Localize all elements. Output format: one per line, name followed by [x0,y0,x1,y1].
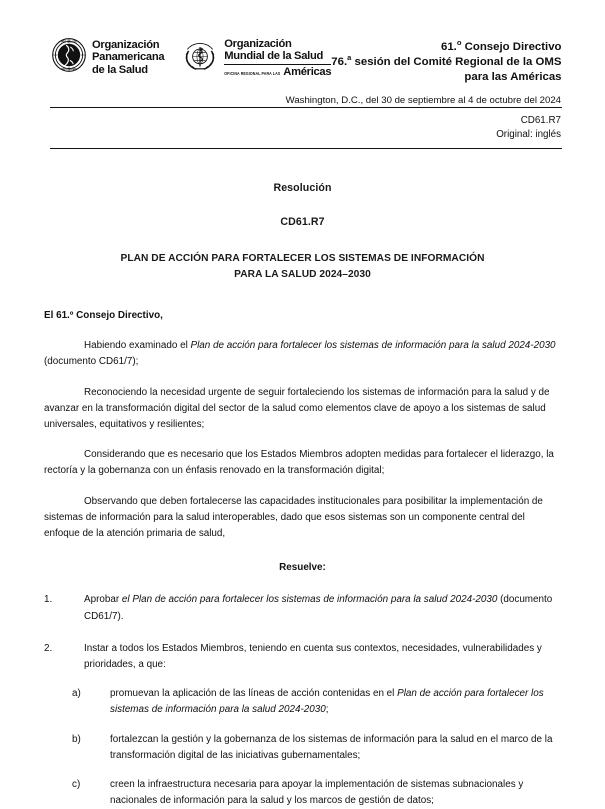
page-title-line2: PARA LA SALUD 2024–2030 [234,268,371,280]
lettered-item-a-lead: promuevan la aplicación de las líneas de acción contenidas en el [110,688,398,700]
paho-globe-icon [52,38,86,77]
document-original-language: Original: inglés [496,129,561,140]
document-masthead [0,0,605,85]
svg-text:PRO SALUTE: PRO SALUTE [60,40,78,44]
resolution-title-block [0,182,605,282]
lettered-item-a-tail: ; [325,704,329,716]
document-reference-block [0,108,605,148]
resolves-heading: Resuelve: [279,562,326,574]
meeting-title-line3: para las Américas [464,71,562,83]
ordinal-sup-fem: a [347,53,352,63]
paho-logo-line1: Organización [92,38,160,51]
lettered-item-b [44,719,561,764]
meeting-title-line1: 61.$^o$ Consejo Directivo [441,38,562,53]
lettered-item-a [44,673,561,718]
lettered-item-b-letter: b) [72,733,81,745]
who-logo [182,38,331,80]
meeting-title-line2: 76.$^a$ sesión del Comité Regional de la OMS [331,53,562,68]
page-title [0,251,605,282]
svg-text:NOVI MUNDI: NOVI MUNDI [61,68,77,72]
ordinal-sup-masc: o [456,38,462,48]
who-logo-line1: Organización [224,38,292,50]
lettered-item-b-text: fortalezcan la gestión y la gobernanza de los sistemas de información para la salud en el marco de la transformación digital de las iniciativas gubernamentales; [110,733,553,761]
paho-logo-line2: Panamericana [92,51,165,64]
preamble-1-lead: Habiendo examinado el [84,340,191,352]
salutation: El 61.º Consejo Directivo, [44,310,163,321]
numbered-item-1-italic: el Plan de acción para fortalecer los sistemas de información para la salud 2024-2030 [121,594,498,606]
preamble-paragraph-4 [44,480,561,543]
preamble-paragraph-3 [44,433,561,479]
numbered-item-1 [44,576,561,624]
who-logo-text [224,38,331,80]
header-divider-bottom [50,148,562,149]
lettered-item-a-text [110,686,561,718]
numbered-item-1-number: 1. [44,594,53,606]
preamble-2-lead: Reconociendo la necesidad urgente de seguir fortaleciendo los sistemas de información para la salud y de avanzar en la transformación digital del sector de la salud como elementos clave de apoyo a los sistemas de salud universales, equitativos y resilientes; [44,386,550,431]
preamble-1-italic: Plan de acción para fortalecer los sistemas de información para la salud 2024-2030 [190,340,556,352]
preamble-4-lead: Observando que deben fortalecerse las capacidades institucionales para posibilitar la implementación de sistemas de información para la salud interoperables, dado que esos sistemas son un componente central del enfoque de la atención primaria de salud, [44,495,543,540]
preamble-3-lead: Considerando que es necesario que los Estados Miembros adopten medidas para fortalecer el liderazgo, la rectoría y la gobernanza con un énfasis renovado en la transformación digital; [44,449,554,477]
paho-logo-line3: de la Salud [92,63,148,76]
numbered-item-1-text [84,592,561,624]
who-logo-divider [224,64,331,65]
paho-logo [52,38,164,77]
page-title-line1: PLAN DE ACCIÓN PARA FORTALECER LOS SISTEMAS DE INFORMACIÓN [120,253,485,264]
lettered-item-a-italic: Plan de acción para fortalecer los sistemas de información para la salud 2024-2030 [110,688,544,716]
logo-group [52,34,331,80]
numbered-item-2-number: 2. [44,642,53,654]
preamble-paragraph-1 [44,324,561,370]
paho-logo-text [92,39,164,76]
who-logo-line2: Mundial de la Salud [224,50,324,63]
lettered-item-c-letter: c) [72,779,81,791]
resolution-code: CD61.R7 [280,216,325,228]
who-logo-smallcaps: OFICINA REGIONAL PARA LAS [224,71,281,77]
who-logo-region-name: Américas [283,65,332,78]
document-code: CD61.R7 [520,115,561,126]
meeting-dateline: Washington, D.C., del 30 de septiembre al 4 de octubre del 2024 [285,95,561,106]
numbered-item-1-tail: (documento CD61/7). [84,594,553,622]
numbered-item-2-text: Instar a todos los Estados Miembros, teniendo en cuenta sus contextos, necesidades, vulnerabilidades y prioridades, a que: [84,642,542,671]
resolution-word: Resolución [273,182,332,194]
preamble-1-tail: (documento CD61/7); [44,356,139,368]
meeting-title-block [331,34,561,85]
numbered-item-1-lead: Aprobar [84,594,122,606]
who-emblem-icon [182,40,218,79]
lettered-item-c-text: creen la infraestructura necesaria para apoyar la implementación de sistemas subnacionales y nacionales de información para la salud y los marcos de gestión de datos; [110,779,524,807]
document-body [0,308,605,809]
numbered-item-2 [44,625,561,673]
lettered-item-c [44,764,561,809]
lettered-item-a-letter: a) [72,688,81,700]
preamble-paragraph-2 [44,371,561,434]
who-logo-region [224,66,331,80]
